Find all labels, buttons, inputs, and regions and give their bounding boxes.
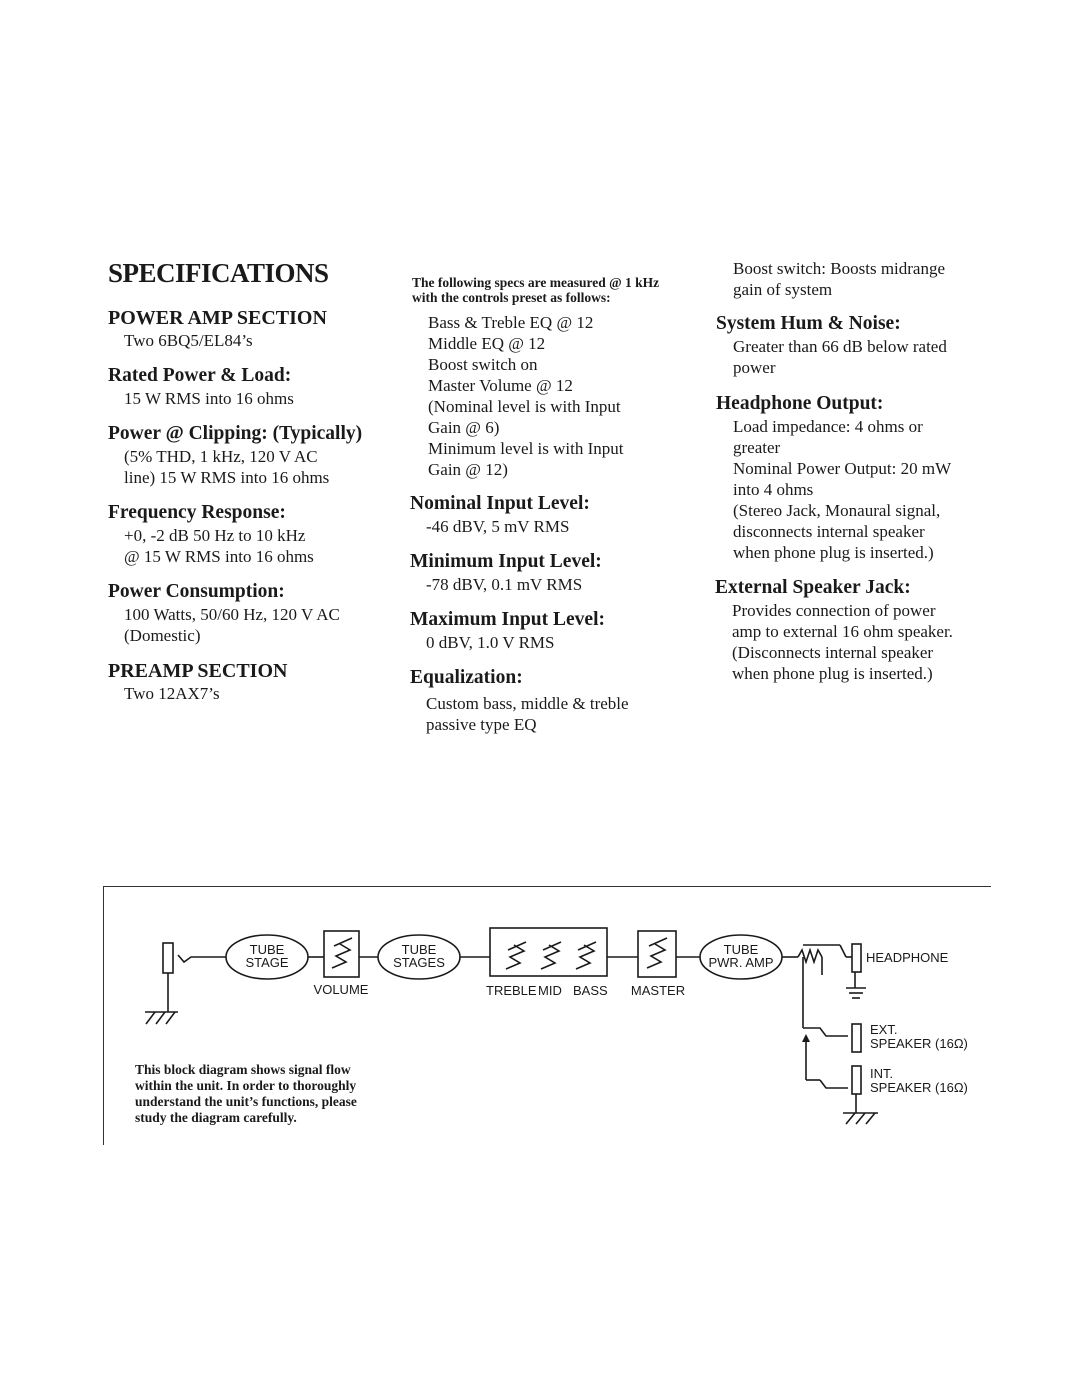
minimum-text: -78 dBV, 0.1 mV RMS [426, 575, 583, 594]
clipping-heading: Power @ Clipping: (Typically) [108, 423, 363, 444]
ext-label-line2: SPEAKER (16Ω) [870, 1036, 968, 1051]
preset-list: Bass & Treble EQ @ 12 Middle EQ @ 12 Boost switch on Master Volume @ 12 (Nominal level is with Input Gain @ 6) Minimum level is with Input Gain @ 12) [428, 313, 624, 479]
consumption-heading: Power Consumption: [108, 581, 285, 602]
minimum-heading: Minimum Input Level: [410, 551, 602, 572]
volume-label: VOLUME [313, 982, 369, 997]
eq-text: Custom bass, middle & treble passive type EQ [426, 694, 629, 734]
maximum-heading: Maximum Input Level: [410, 609, 605, 630]
clipping-text: (5% THD, 1 kHz, 120 V AC line) 15 W RMS into 16 ohms [124, 447, 330, 487]
arrow-up-icon [802, 1034, 810, 1042]
power-amp-heading: POWER AMP SECTION [108, 307, 327, 329]
bass-label: BASS [573, 983, 608, 998]
ext-label-line1: EXT. [870, 1022, 898, 1037]
ext-speaker-jack-icon [852, 1024, 861, 1052]
headphone-label: HEADPHONE [866, 950, 949, 965]
tube-stages-line1: TUBE [401, 942, 437, 957]
int-label-line2: SPEAKER (16Ω) [870, 1080, 968, 1095]
power-amp-text: Two 6BQ5/EL84’s [124, 331, 253, 350]
page-title: SPECIFICATIONS [108, 258, 329, 288]
hum-heading: System Hum & Noise: [716, 313, 901, 334]
nominal-text: -46 dBV, 5 mV RMS [426, 517, 570, 536]
nominal-heading: Nominal Input Level: [410, 493, 590, 514]
preamp-text: Two 12AX7’s [124, 684, 220, 703]
int-label-line1: INT. [870, 1066, 894, 1081]
tube-pwr-line2: PWR. AMP [708, 955, 774, 970]
preamp-heading: PREAMP SECTION [108, 660, 288, 682]
hum-text: Greater than 66 dB below rated power [733, 337, 947, 377]
preset-note: The following specs are measured @ 1 kHz with the controls preset as follows: [412, 275, 660, 305]
master-label: MASTER [630, 983, 686, 998]
eq-heading: Equalization: [410, 667, 523, 688]
headphone-text: Load impedance: 4 ohms or greater Nominal Power Output: 20 mW into 4 ohms (Stereo Jack, Monaural signal, disconnects internal speaker when phone plug is inserted.) [733, 417, 952, 562]
tube-stage-line2: STAGE [245, 955, 289, 970]
consumption-text: 100 Watts, 50/60 Hz, 120 V AC (Domestic) [124, 605, 340, 645]
tube-stages-line2: STAGES [393, 955, 445, 970]
input-jack-icon [163, 943, 173, 973]
rated-power-heading: Rated Power & Load: [108, 365, 292, 386]
rated-power-text: 15 W RMS into 16 ohms [124, 389, 294, 408]
diagram-caption: This block diagram shows signal flow within the unit. In order to thoroughly understand the unit’s functions, please study the diagram carefully. [135, 1062, 357, 1125]
ext-jack-text: Provides connection of power amp to external 16 ohm speaker. (Disconnects internal speaker when phone plug is inserted.) [732, 601, 953, 683]
ext-jack-heading: External Speaker Jack: [715, 577, 911, 598]
mid-label: MID [538, 983, 562, 998]
int-speaker-jack-icon [852, 1066, 861, 1094]
tube-stage-line1: TUBE [249, 942, 285, 957]
headphone-jack-icon [852, 944, 861, 972]
maximum-text: 0 dBV, 1.0 V RMS [426, 633, 555, 652]
freq-text: +0, -2 dB 50 Hz to 10 kHz @ 15 W RMS into 16 ohms [124, 526, 314, 566]
freq-heading: Frequency Response: [108, 502, 286, 523]
treble-label: TREBLE [486, 983, 537, 998]
boost-text: Boost switch: Boosts midrange gain of system [733, 259, 946, 299]
tube-pwr-line1: TUBE [723, 942, 759, 957]
headphone-heading: Headphone Output: [716, 393, 884, 414]
